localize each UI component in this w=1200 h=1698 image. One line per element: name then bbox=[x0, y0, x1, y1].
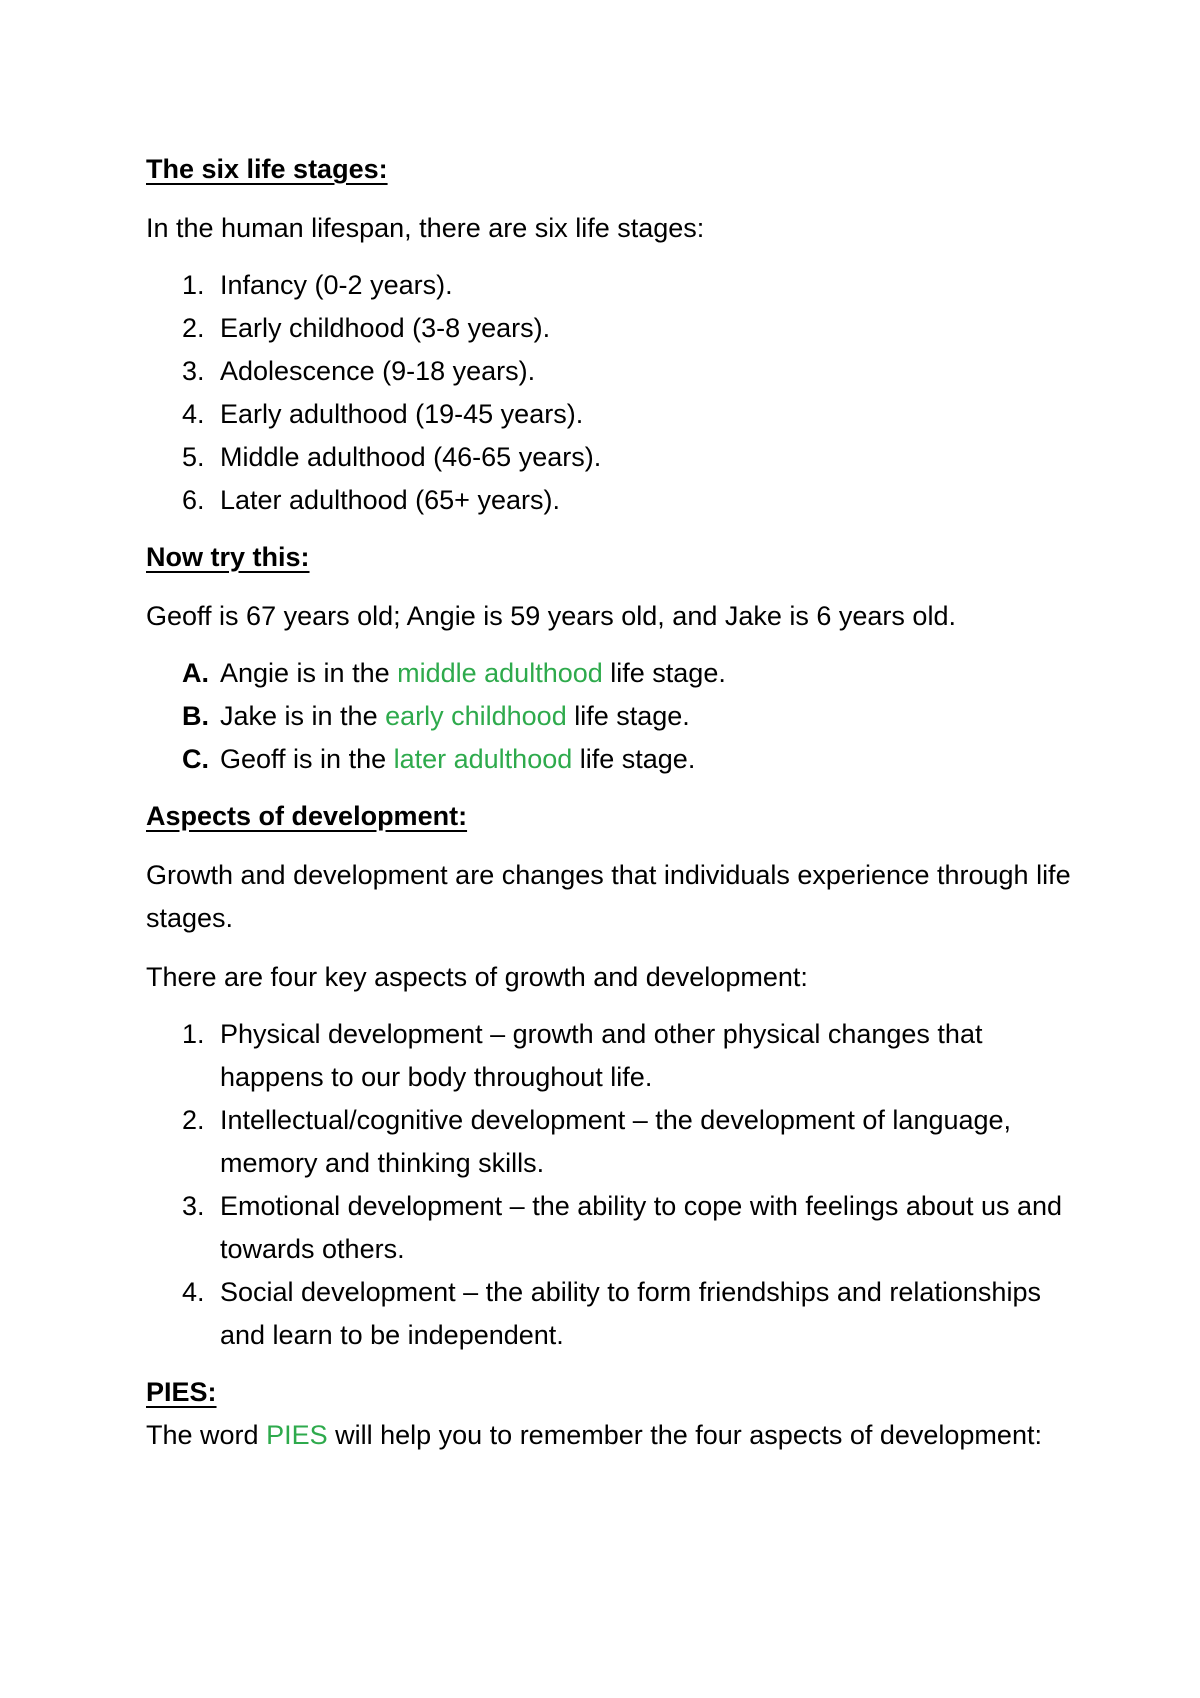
list-marker: 5. bbox=[182, 442, 205, 472]
answer-text: life stage. bbox=[602, 658, 726, 688]
list-marker: 4. bbox=[182, 399, 205, 429]
answer-text: life stage. bbox=[572, 744, 696, 774]
list-marker: B. bbox=[182, 701, 209, 731]
pies-paragraph bbox=[146, 1414, 1076, 1457]
list-item bbox=[146, 479, 1076, 522]
aspects-list bbox=[146, 1013, 1076, 1357]
answers-list bbox=[146, 652, 1076, 781]
list-item-text: Early adulthood (19-45 years). bbox=[220, 399, 584, 429]
pies-highlight: PIES bbox=[266, 1420, 328, 1450]
list-item bbox=[146, 1013, 1076, 1099]
list-item-text: Physical development – growth and other physical changes that happens to our body throughout life. bbox=[220, 1019, 983, 1092]
list-item bbox=[146, 652, 1076, 695]
answer-highlight: middle adulthood bbox=[397, 658, 603, 688]
list-marker: 3. bbox=[182, 356, 205, 386]
now-try-this-heading: Now try this: bbox=[146, 542, 310, 572]
answer-highlight: early childhood bbox=[385, 701, 567, 731]
list-item-text: Emotional development – the ability to cope with feelings about us and towards others. bbox=[220, 1191, 1063, 1264]
list-marker: 1. bbox=[182, 1019, 205, 1049]
list-item bbox=[146, 436, 1076, 479]
list-item bbox=[146, 393, 1076, 436]
list-item-text: Social development – the ability to form friendships and relationships and learn to be independent. bbox=[220, 1277, 1041, 1350]
list-item bbox=[146, 1099, 1076, 1185]
list-marker: 4. bbox=[182, 1277, 205, 1307]
list-item-text: Early childhood (3-8 years). bbox=[220, 313, 551, 343]
answer-text: life stage. bbox=[566, 701, 690, 731]
list-item bbox=[146, 1271, 1076, 1357]
answer-text: Geoff is in the bbox=[220, 744, 394, 774]
now-try-this-intro: Geoff is 67 years old; Angie is 59 years old, and Jake is 6 years old. bbox=[146, 601, 956, 631]
list-item-text: Middle adulthood (46-65 years). bbox=[220, 442, 602, 472]
answer-text: Angie is in the bbox=[220, 658, 398, 688]
list-item bbox=[146, 1185, 1076, 1271]
list-item-text: Infancy (0-2 years). bbox=[220, 270, 453, 300]
document-page bbox=[146, 148, 1076, 1457]
pies-text: will help you to remember the four aspects of development: bbox=[327, 1420, 1042, 1450]
list-item-text: Intellectual/cognitive development – the development of language, memory and thinking skills. bbox=[220, 1105, 1012, 1178]
list-marker: A. bbox=[182, 658, 209, 688]
list-marker: 2. bbox=[182, 1105, 205, 1135]
aspects-paragraph-1: Growth and development are changes that individuals experience through life stages. bbox=[146, 860, 1071, 933]
list-item-text: Adolescence (9-18 years). bbox=[220, 356, 536, 386]
six-life-stages-heading: The six life stages: bbox=[146, 154, 388, 184]
answer-highlight: later adulthood bbox=[393, 744, 573, 774]
life-stages-list bbox=[146, 264, 1076, 522]
list-item bbox=[146, 264, 1076, 307]
list-marker: 3. bbox=[182, 1191, 205, 1221]
list-marker: 6. bbox=[182, 485, 205, 515]
pies-heading: PIES: bbox=[146, 1377, 217, 1407]
list-item bbox=[146, 738, 1076, 781]
aspects-of-development-heading: Aspects of development: bbox=[146, 801, 468, 831]
list-marker: 1. bbox=[182, 270, 205, 300]
list-item bbox=[146, 307, 1076, 350]
list-marker: C. bbox=[182, 744, 209, 774]
pies-text: The word bbox=[146, 1420, 267, 1450]
list-item-text: Later adulthood (65+ years). bbox=[220, 485, 560, 515]
aspects-paragraph-2: There are four key aspects of growth and development: bbox=[146, 962, 808, 992]
list-marker: 2. bbox=[182, 313, 205, 343]
six-life-stages-intro: In the human lifespan, there are six life stages: bbox=[146, 213, 705, 243]
list-item bbox=[146, 350, 1076, 393]
answer-text: Jake is in the bbox=[220, 701, 386, 731]
list-item bbox=[146, 695, 1076, 738]
